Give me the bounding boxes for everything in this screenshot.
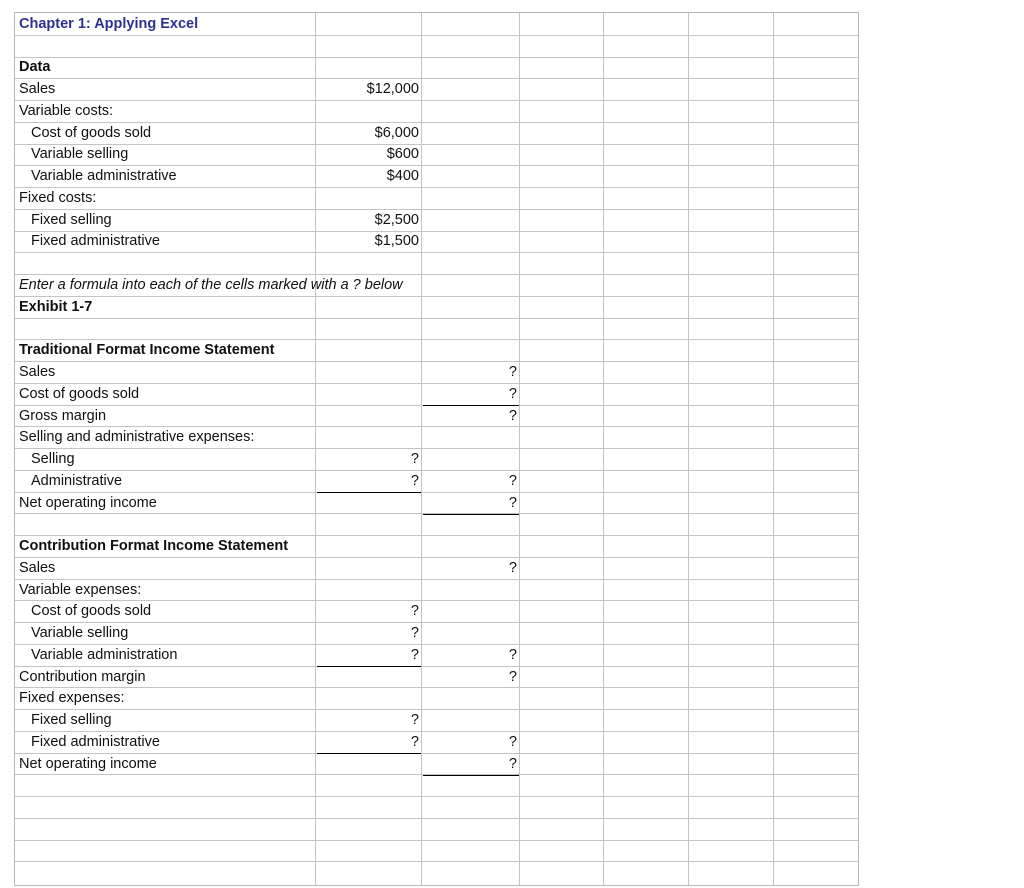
data-cogs-value[interactable]: $6,000 [374,125,419,141]
row-divider [15,252,858,253]
row-divider [15,100,858,101]
row-divider [15,709,858,710]
contrib-fixed-expenses-label[interactable]: Fixed expenses: [19,690,125,706]
underline-border [423,775,519,776]
trad-cogs-label[interactable]: Cost of goods sold [19,386,140,402]
row-divider [15,209,858,210]
contrib-noi-formula[interactable]: ? [508,756,517,772]
traditional-header[interactable]: Traditional Format Income Statement [19,342,275,358]
data-fixed-admin-label[interactable]: Fixed administrative [31,233,160,249]
contrib-cogs-label[interactable]: Cost of goods sold [31,603,152,619]
row-divider [15,861,858,862]
data-fixed-costs-label[interactable]: Fixed costs: [19,190,97,206]
contrib-fixed-admin-formula[interactable]: ? [410,734,419,750]
contrib-var-total-formula[interactable]: ? [508,647,517,663]
instruction-text[interactable]: Enter a formula into each of the cells marked with a ? below [19,277,403,293]
contribution-header[interactable]: Contribution Format Income Statement [19,538,289,554]
contrib-var-admin-label[interactable]: Variable administration [31,647,178,663]
contrib-noi-label[interactable]: Net operating income [19,756,157,772]
row-divider [15,78,858,79]
contrib-fixed-total-formula[interactable]: ? [508,734,517,750]
trad-cogs-formula[interactable]: ? [508,386,517,402]
trad-sales-label[interactable]: Sales [19,364,56,380]
trad-selling-formula[interactable]: ? [410,451,419,467]
row-divider [15,35,858,36]
row-divider [15,296,858,297]
trad-gross-margin-formula[interactable]: ? [508,408,517,424]
data-var-admin-label[interactable]: Variable administrative [31,168,177,184]
contrib-cogs-formula[interactable]: ? [410,603,419,619]
contrib-var-selling-label[interactable]: Variable selling [31,625,129,641]
contrib-var-selling-formula[interactable]: ? [410,625,419,641]
data-var-admin-value[interactable]: $400 [386,168,419,184]
spreadsheet-grid [14,12,859,886]
row-divider [15,318,858,319]
contrib-var-admin-formula[interactable]: ? [410,647,419,663]
data-var-selling-value[interactable]: $600 [386,146,419,162]
row-divider [15,579,858,580]
data-fixed-selling-label[interactable]: Fixed selling [31,212,112,228]
trad-sga-label[interactable]: Selling and administrative expenses: [19,429,255,445]
row-divider [15,622,858,623]
row-divider [15,818,858,819]
contrib-cm-label[interactable]: Contribution margin [19,669,146,685]
exhibit-label[interactable]: Exhibit 1-7 [19,299,93,315]
data-sales-label[interactable]: Sales [19,81,56,97]
trad-selling-label[interactable]: Selling [31,451,75,467]
data-fixed-admin-value[interactable]: $1,500 [374,233,419,249]
contrib-fixed-selling-label[interactable]: Fixed selling [31,712,112,728]
data-cogs-label[interactable]: Cost of goods sold [31,125,152,141]
trad-admin-formula[interactable]: ? [410,473,419,489]
data-header[interactable]: Data [19,59,51,75]
data-var-selling-label[interactable]: Variable selling [31,146,129,162]
row-divider [15,187,858,188]
underline-border [317,666,421,667]
data-variable-costs-label[interactable]: Variable costs: [19,103,114,119]
row-divider [15,796,858,797]
trad-gross-margin-label[interactable]: Gross margin [19,408,107,424]
trad-noi-formula[interactable]: ? [508,495,517,511]
data-sales-value[interactable]: $12,000 [366,81,419,97]
contrib-sales-formula[interactable]: ? [508,560,517,576]
trad-sales-formula[interactable]: ? [508,364,517,380]
row-divider [15,144,858,145]
row-divider [15,840,858,841]
sheet-title[interactable]: Chapter 1: Applying Excel [19,16,199,32]
contrib-fixed-selling-formula[interactable]: ? [410,712,419,728]
contrib-variable-expenses-label[interactable]: Variable expenses: [19,582,142,598]
row-divider [15,448,858,449]
row-divider [15,57,858,58]
underline-border [317,492,421,493]
trad-sga-total-formula[interactable]: ? [508,473,517,489]
underline-border [317,753,421,754]
trad-admin-label[interactable]: Administrative [31,473,123,489]
trad-noi-label[interactable]: Net operating income [19,495,157,511]
contrib-fixed-admin-label[interactable]: Fixed administrative [31,734,160,750]
contrib-sales-label[interactable]: Sales [19,560,56,576]
data-fixed-selling-value[interactable]: $2,500 [374,212,419,228]
underline-border [423,514,519,515]
contrib-cm-formula[interactable]: ? [508,669,517,685]
